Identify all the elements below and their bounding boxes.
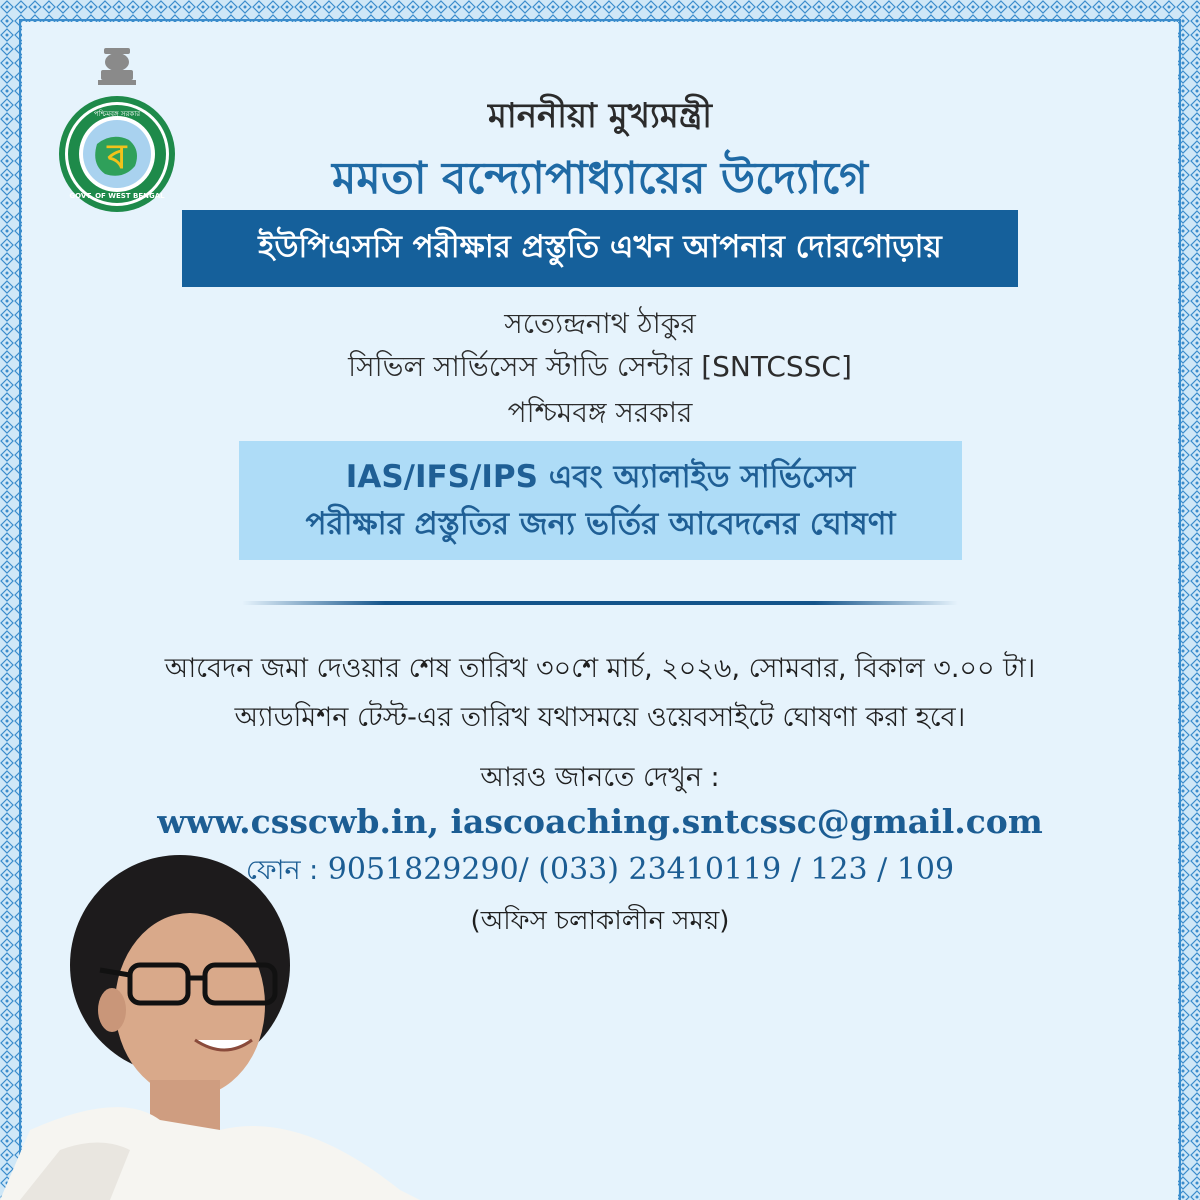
org-government: পশ্চিমবঙ্গ সরকার bbox=[507, 396, 693, 429]
headline-name: মমতা বন্দ্যোপাধ্যায়ের উদ্যোগে bbox=[332, 153, 868, 204]
divider bbox=[242, 601, 958, 605]
seal-text-bottom: GOVT. OF WEST BENGAL bbox=[69, 192, 165, 200]
phone-label: ফোন : bbox=[245, 855, 319, 886]
seal-letter: ব bbox=[107, 137, 127, 177]
org-name-line1: সত্যেন্দ্রনাথ ঠাকুর bbox=[504, 307, 696, 340]
chief-minister-portrait bbox=[0, 850, 420, 1200]
test-date-text: অ্যাডমিশন টেস্ট-এর তারিখ যথাসময়ে ওয়েবসাইটে ঘোষণা করা হবে। bbox=[234, 702, 966, 733]
phone-numbers: 9051829290/ (033) 23410119 / 123 / 109 bbox=[327, 852, 955, 887]
announcement-line2: পরীক্ষার প্রস্তুতির জন্য ভর্তির আবেদনের ঘোষণা bbox=[305, 505, 896, 542]
announcement-panel bbox=[239, 441, 962, 560]
upsc-banner bbox=[182, 210, 1018, 287]
org-name-line2: সিভিল সার্ভিসেস স্টাডি সেন্টার [SNTCSSC] bbox=[348, 350, 852, 383]
office-hours: (অফিস চলাকালীন সময়) bbox=[470, 906, 730, 936]
deadline-text: আবেদন জমা দেওয়ার শেষ তারিখ ৩০শে মার্চ, ২০২৬, সোমবার, বিকাল ৩.০০ টা। bbox=[164, 653, 1036, 684]
headline-title: মাননীয়া মুখ্যমন্ত্রী bbox=[487, 96, 713, 136]
website-email-link[interactable]: www.csscwb.in, iascoaching.sntcssc@gmail.com bbox=[157, 802, 1043, 841]
seal-text-top: পশ্চিমবঙ্গ সরকার bbox=[93, 110, 141, 118]
upsc-banner-text: ইউপিএসসি পরীক্ষার প্রস্তুতি এখন আপনার দোরগোড়ায় bbox=[258, 228, 942, 265]
announcement-line1: IAS/IFS/IPS এবং অ্যালাইড সার্ভিসেস bbox=[345, 459, 856, 495]
more-info-label: আরও জানতে দেখুন : bbox=[480, 762, 720, 793]
